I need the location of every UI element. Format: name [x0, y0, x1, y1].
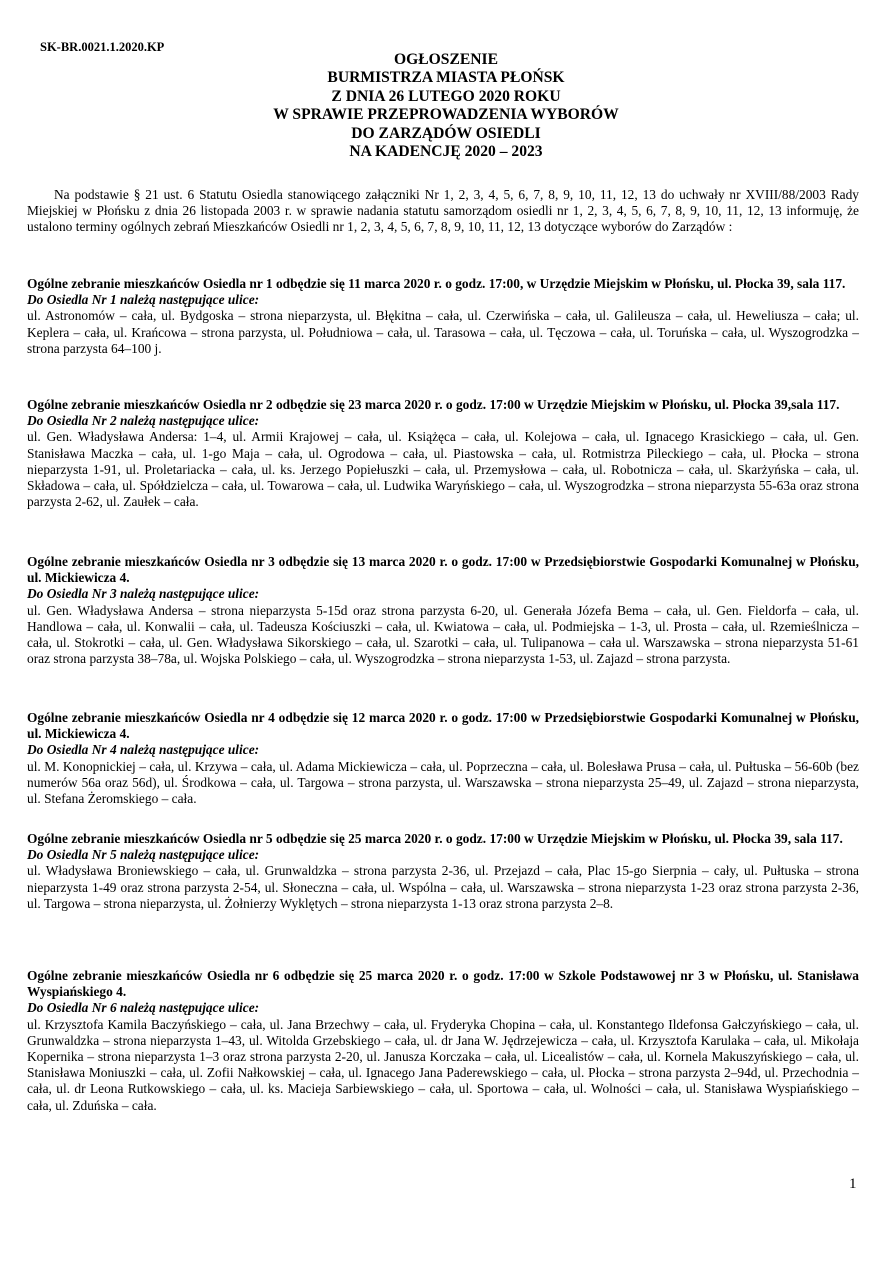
- title-line: OGŁOSZENIE: [394, 51, 498, 68]
- section-osiedle-4: [27, 710, 859, 807]
- title-line: BURMISTRZA MIASTA PŁOŃSK: [327, 69, 565, 87]
- section-osiedle-3: [27, 554, 859, 667]
- meeting-heading: Ogólne zebranie mieszkańców Osiedla nr 2 odbędzie się 23 marca 2020 r. o godz. 17:00 w Urzędzie Miejskim w Płońsku, ul. Płocka 39,sala 117.: [27, 397, 840, 412]
- streets-subheading: Do Osiedla Nr 6 należą następujące ulice:: [27, 1000, 260, 1016]
- streets-list: ul. Krzysztofa Kamila Baczyńskiego – cała, ul. Jana Brzechwy – cała, ul. Fryderyka Chopina – cała, ul. Konstantego Ildefonsa Gałczyńskiego – cała, ul. Grunwaldzka – strona nieparzysta 1–43, ul. Witolda Grzebskiego – cała, ul. dr Jana W. Jędrzejewicza – cała, ul. Krzysztofa Karulaka – cała, ul. Mikołaja Kopernika – strona nieparzysta 1–3 oraz strona parzysta 2-20, ul. Janusza Korczaka – cała, ul. Licealistów – cała, ul. Kornela Makuszyńskiego – cała, ul. Stanisława Moniuszki – cała, ul. Zofii Nałkowskiej – cała, ul. Ignacego Jana Paderewskiego – cała, ul. Płocka – strona parzysta 2–94d, ul. Przechodnia – cała, ul. dr Leona Rutkowskiego – cała, ul. ks. Macieja Sarbiewskiego – cała, ul. Sportowa – cała, ul. Wolności – cała, ul. Stanisława Wyspiańskiego – cała, ul. Zduńska – cała.: [27, 1016, 859, 1113]
- title-line: W SPRAWIE PRZEPROWADZENIA WYBORÓW: [273, 106, 619, 124]
- streets-list: ul. Astronomów – cała, ul. Bydgoska – strona nieparzysta, ul. Błękitna – cała, ul. Czerwińska – cała, ul. Galileusza – cała, ul. Heweliusza – cała; ul. Keplera – cała, ul. Krańcowa – strona parzysta, ul. Południowa – cała, ul. Tarasowa – cała, ul. Tęczowa – cała, ul. Toruńska – cała, ul. Wyszogrodzka – strona parzysta 64–100 j.: [27, 308, 859, 356]
- streets-list: ul. Władysława Broniewskiego – cała, ul. Grunwaldzka – strona parzysta 2-36, ul. Przejazd – cała, Plac 15-go Sierpnia – cały, ul. Pułtuska – strona nieparzysta 1-49 oraz strona parzysta 2-54, ul. Słoneczna – cała, ul. Wspólna – cała, ul. Warszawska – strona nieparzysta 1-23 oraz strona parzysta 2-36, ul. Targowa – strona nieparzysta, ul. Żołnierzy Wyklętych – strona nieparzysta 1-13 oraz strona parzysta 2–8.: [27, 863, 859, 911]
- section-osiedle-2: [27, 397, 859, 510]
- title-line: DO ZARZĄDÓW OSIEDLI: [351, 124, 541, 142]
- title-line: Z DNIA 26 LUTEGO 2020 ROKU: [331, 87, 561, 105]
- page-number: 1: [849, 1176, 857, 1192]
- streets-list: ul. Gen. Władysława Andersa – strona nieparzysta 5-15d oraz strona parzysta 6-20, ul. Generała Józefa Bema – cała, ul. Gen. Fieldorfa – cała, ul. Handlowa – cała, ul. Konwalii – cała, ul. Tadeusza Kościuszki – cała, ul. Kwiatowa – cała, ul. Podmiejska – 1-3, ul. Prosta – cała, ul. Rzemieślnicza – cała, ul. Stokrotki – cała, ul. Gen. Władysława Sikorskiego – cała, ul. Szarotki – cała, ul. Tulipanowa – cała ul. Warszawska – strona nieparzysta 51-61 oraz strona parzysta 38–78a, ul. Wojska Polskiego – cała, ul. Wyszogrodzka – strona nieparzysta 1-53, ul. Zajazd – strona parzysta.: [27, 602, 859, 667]
- meeting-heading: Ogólne zebranie mieszkańców Osiedla nr 1 odbędzie się 11 marca 2020 r. o godz. 17:00, w Urzędzie Miejskim w Płońsku, ul. Płocka 39, sala 117.: [27, 276, 846, 291]
- document-reference: SK-BR.0021.1.2020.KP: [40, 40, 165, 54]
- section-osiedle-6: [27, 968, 859, 1114]
- meeting-heading: Ogólne zebranie mieszkańców Osiedla nr 3 odbędzie się 13 marca 2020 r. o godz. 17:00 w Przedsiębiorstwie Gospodarki Komunalnej w Płońsku, ul. Mickiewicza 4.: [27, 554, 859, 586]
- streets-list: ul. M. Konopnickiej – cała, ul. Krzywa – cała, ul. Adama Mickiewicza – cała, ul. Poprzeczna – cała, ul. Bolesława Prusa – cała, ul. Pułtuska – 56-60b (bez numerów 56a oraz 56d), ul. Środkowa – cała, ul. Targowa – strona parzysta, ul. Warszawska – strona nieparzysta 25–49, ul. Zajazd – strona nieparzysta, ul. Stefana Żeromskiego – cała.: [27, 758, 859, 807]
- section-osiedle-1: [27, 276, 859, 357]
- streets-subheading: Do Osiedla Nr 5 należą następujące ulice:: [27, 847, 260, 863]
- streets-subheading: Do Osiedla Nr 2 należą następujące ulice:: [27, 413, 260, 429]
- streets-subheading: Do Osiedla Nr 4 należą następujące ulice:: [27, 742, 260, 758]
- streets-list: ul. Gen. Władysława Andersa: 1–4, ul. Armii Krajowej – cała, ul. Książęca – cała, ul. Kolejowa – cała, ul. Ignacego Krasickiego – cała, ul. Gen. Stanisława Maczka – cała, ul. 1-go Maja – cała, ul. Ogrodowa – cała, ul. Piastowska – cała, ul. Rotmistrza Pileckiego – cała, ul. Płocka – strona nieparzysta 1-91, ul. Proletariacka – cała, ul. ks. Jerzego Popiełuszki – cała, ul. Przemysłowa – cała, ul. Robotnicza – cała, ul. Skarżyńska – cała, ul. Składowa – cała, ul. Spółdzielcza – cała, ul. Towarowa – cała, ul. Ludwika Waryńskiego – cała, ul. Wyszogrodzka – strona nieparzysta 55-63a oraz strona parzysta 2-62, ul. Zaułek – cała.: [27, 429, 859, 510]
- intro-paragraph: Na podstawie § 21 ust. 6 Statutu Osiedla stanowiącego załączniki Nr 1, 2, 3, 4, 5, 6, 7, 8, 9, 10, 11, 12, 13 do uchwały nr XVIII/88/2003 Rady Miejskiej w Płońsku z dnia 26 listopada 2003 r. w sprawie nadania statutu samorządom osiedli nr 1, 2, 3, 4, 5, 6, 7, 8, 9, 10, 11, 12, 13 informuję, że ustalono terminy ogólnych zebrań Mieszkańców Osiedli nr 1, 2, 3, 4, 5, 6, 7, 8, 9, 10, 11, 12, 13 dotyczące wyborów do Zarządów :: [27, 187, 859, 235]
- document-title: [0, 51, 890, 161]
- meeting-heading: Ogólne zebranie mieszkańców Osiedla nr 4 odbędzie się 12 marca 2020 r. o godz. 17:00 w Przedsiębiorstwie Gospodarki Komunalnej w Płońsku, ul. Mickiewicza 4.: [27, 710, 859, 742]
- meeting-heading: Ogólne zebranie mieszkańców Osiedla nr 6 odbędzie się 25 marca 2020 r. o godz. 17:00 w Szkole Podstawowej nr 3 w Płońsku, ul. Stanisława Wyspiańskiego 4.: [27, 968, 859, 1000]
- streets-subheading: Do Osiedla Nr 3 należą następujące ulice:: [27, 586, 260, 602]
- section-osiedle-5: [27, 831, 859, 912]
- meeting-heading: Ogólne zebranie mieszkańców Osiedla nr 5 odbędzie się 25 marca 2020 r. o godz. 17:00 w Urzędzie Miejskim w Płońsku, ul. Płocka 39, sala 117.: [27, 831, 843, 846]
- streets-subheading: Do Osiedla Nr 1 należą następujące ulice:: [27, 292, 260, 308]
- title-line: NA KADENCJĘ 2020 – 2023: [349, 143, 543, 161]
